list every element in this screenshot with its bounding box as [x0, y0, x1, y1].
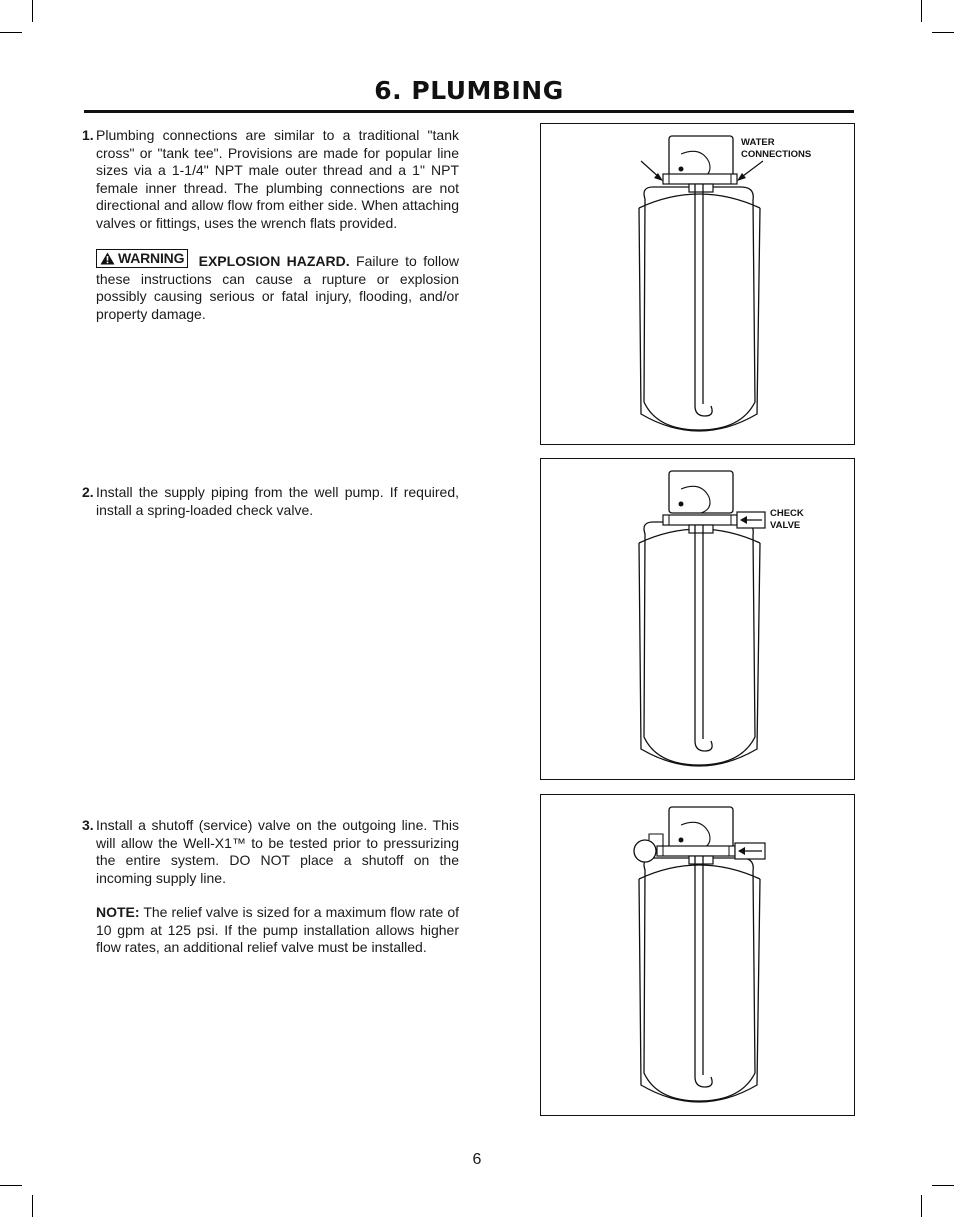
- page-number: 6: [472, 1151, 482, 1168]
- warning-text: Failure to follow these instructions can cause a rupture or explosion possibly causing serious or fatal injury, flooding, and/or property damage.: [96, 253, 459, 322]
- step-number: 1.: [82, 127, 94, 143]
- note-text: The relief valve is sized for a maximum flow rate of 10 gpm at 125 psi. If the pump installation allows higher flow rates, an additional relief valve must be installed.: [96, 904, 459, 955]
- figure-check-valve: [540, 458, 855, 780]
- crop-mark: [921, 0, 922, 22]
- pressure-tank-illustration: [541, 795, 854, 1115]
- note-block: [96, 904, 459, 957]
- pressure-tank-illustration: [541, 459, 854, 779]
- step-3: [82, 817, 459, 957]
- step-1: [82, 127, 459, 323]
- figure-shutoff-valve: [540, 794, 855, 1116]
- step-2: [82, 484, 459, 519]
- crop-mark: [32, 1195, 33, 1217]
- crop-mark: [0, 1185, 22, 1186]
- figure-water-connections: [540, 123, 855, 445]
- water-connections-callout: WATER CONNECTIONS: [741, 137, 812, 160]
- step-number: 2.: [82, 484, 94, 500]
- step-text: Install the supply piping from the well pump. If required, install a spring-loaded check valve.: [96, 484, 459, 518]
- crop-mark: [0, 32, 22, 33]
- crop-mark: [932, 1185, 954, 1186]
- warning-badge-label: WARNING: [118, 249, 185, 266]
- warning-block: [96, 249, 459, 323]
- warning-triangle-icon: [100, 252, 115, 265]
- step-number: 3.: [82, 817, 94, 833]
- crop-mark: [932, 32, 954, 33]
- step-text: Install a shutoff (service) valve on the outgoing line. This will allow the Well-X1™ to be tested prior to pressurizing the entire system. DO NOT place a shutoff on the incoming supply line.: [96, 817, 459, 886]
- note-label: NOTE:: [96, 904, 140, 920]
- warning-heading: EXPLOSION HAZARD.: [198, 253, 350, 269]
- pressure-tank-illustration: [541, 124, 854, 444]
- crop-mark: [921, 1195, 922, 1217]
- title-rule: [84, 110, 854, 113]
- page-title: 6. PLUMBING: [374, 76, 564, 105]
- crop-mark: [32, 0, 33, 22]
- warning-badge: [96, 249, 188, 268]
- check-valve-callout: CHECK VALVE: [770, 508, 804, 531]
- step-text: Plumbing connections are similar to a traditional "tank cross" or "tank tee". Provisions are made for popular line sizes via a 1-1/4" NPT male outer thread and a 1" NPT female inner thread. The plumbing connections are not directional and allow flow from either side. When attaching valves or fittings, uses the wrench flats provided.: [96, 127, 459, 231]
